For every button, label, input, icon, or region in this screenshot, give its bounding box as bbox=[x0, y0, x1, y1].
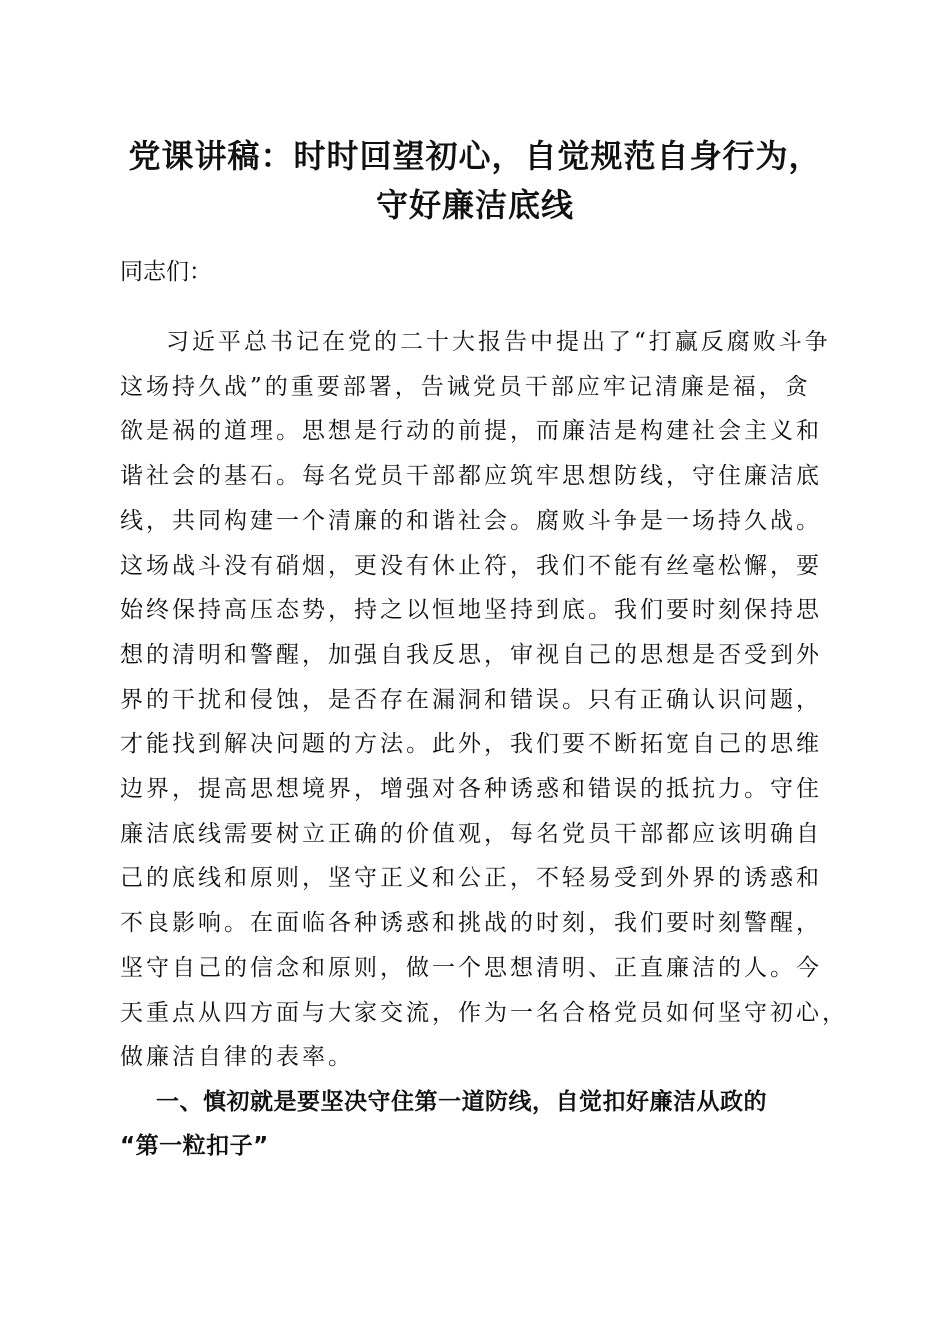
paragraph-line: 想的清明和警醒，加强自我反思，审视自己的思想是否受到外 bbox=[120, 641, 822, 668]
paragraph-line: 习近平总书记在党的二十大报告中提出了“打赢反腐败斗争 bbox=[166, 329, 831, 355]
paragraph-line: 这场战斗没有硝烟，更没有休止符，我们不能有丝毫松懈，要 bbox=[120, 552, 822, 579]
paragraph-line: 己的底线和原则，坚守正义和公正，不轻易受到外界的诱惑和 bbox=[120, 865, 822, 892]
paragraph-line: 边界，提高思想境界，增强对各种诱惑和错误的抵抗力。守住 bbox=[120, 776, 822, 803]
paragraph-line: 不良影响。在面临各种诱惑和挑战的时刻，我们要时刻警醒， bbox=[120, 910, 822, 937]
section-heading-line: “第一粒扣子” bbox=[120, 1133, 269, 1159]
paragraph-line: 始终保持高压态势，持之以恒地坚持到底。我们要时刻保持思 bbox=[120, 597, 822, 624]
paragraph-line: 坚守自己的信念和原则，做一个思想清明、正直廉洁的人。今 bbox=[120, 954, 822, 981]
section-heading-line: 一、慎初就是要坚决守住第一道防线，自觉扣好廉洁从政的 bbox=[156, 1089, 767, 1115]
paragraph-line: 才能找到解决问题的方法。此外，我们要不断拓宽自己的思维 bbox=[120, 731, 822, 758]
paragraph-line: 欲是祸的道理。思想是行动的前提，而廉洁是构建社会主义和 bbox=[120, 418, 822, 445]
salutation: 同志们： bbox=[120, 259, 212, 285]
paragraph-line: 谐社会的基石。每名党员干部都应筑牢思想防线，守住廉洁底 bbox=[120, 463, 822, 490]
paragraph-line: 天重点从四方面与大家交流，作为一名合格党员如何坚守初心， bbox=[120, 999, 848, 1026]
title-line: 党课讲稿：时时回望初心，自觉规范自身行为， bbox=[128, 137, 822, 175]
title-line: 守好廉洁底线 bbox=[375, 186, 574, 224]
body-paragraph bbox=[120, 320, 848, 1080]
paragraph-line: 这场持久战”的重要部署，告诫党员干部应牢记清廉是福，贪 bbox=[120, 373, 811, 400]
paragraph-line: 做廉洁自律的表率。 bbox=[120, 1044, 354, 1071]
paragraph-line: 界的干扰和侵蚀，是否存在漏洞和错误。只有正确认识问题， bbox=[120, 686, 822, 713]
paragraph-line: 线，共同构建一个清廉的和谐社会。腐败斗争是一场持久战。 bbox=[120, 507, 822, 534]
document-title bbox=[110, 132, 840, 230]
section-heading bbox=[120, 1080, 840, 1168]
paragraph-line: 廉洁底线需要树立正确的价值观，每名党员干部都应该明确自 bbox=[120, 820, 822, 847]
